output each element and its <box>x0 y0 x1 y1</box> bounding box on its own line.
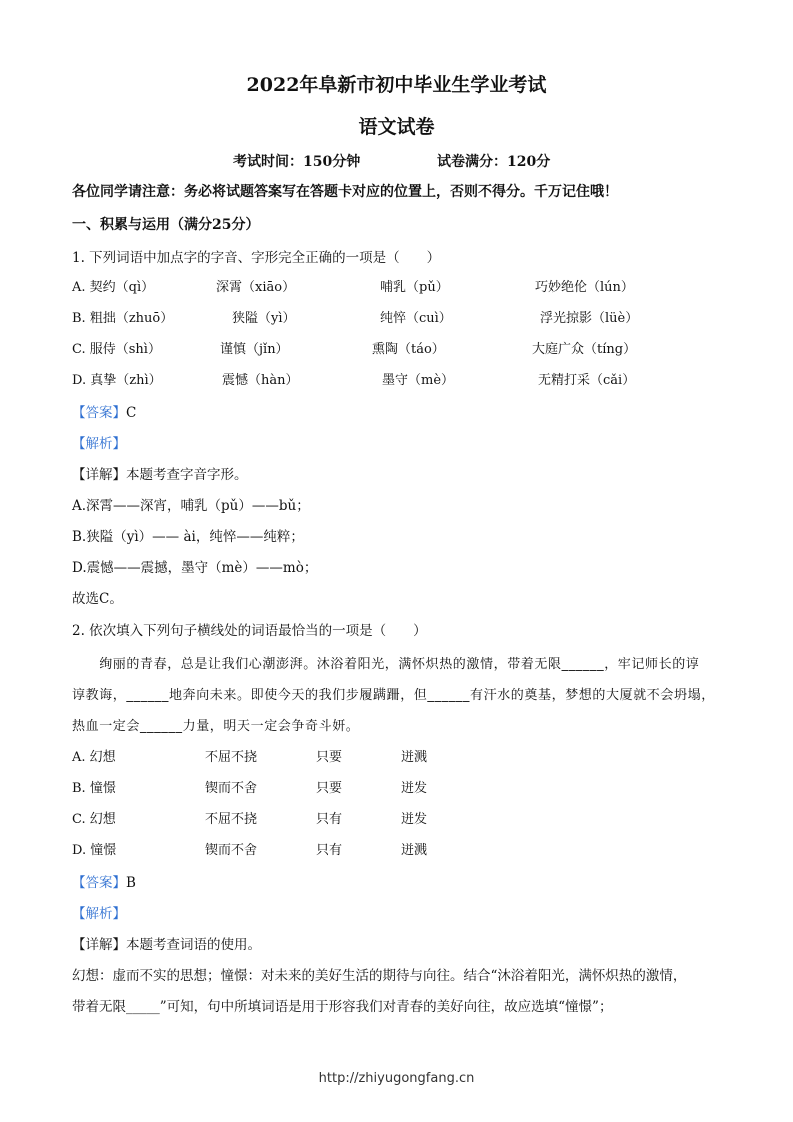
q2-option-c3: 只有 <box>316 812 343 827</box>
q2-detail: 【详解】本题考查词语的使用。 <box>72 937 261 953</box>
q2-answer <box>72 871 136 891</box>
q1-analysis-line: B.狭隘（yì）—— ài，纯悴——纯粹； <box>72 529 304 545</box>
q2-option-d2: 锲而不舍 <box>205 843 258 858</box>
q1-option-b3: 纯悴（cuì） <box>380 311 452 326</box>
q1-option-d4: 无精打采（cǎi） <box>538 373 636 388</box>
q2-passage-line: 热血一定会______力量，明天一定会争奇斗妍。 <box>72 719 360 734</box>
q2-analysis-tag: 【解析】 <box>72 906 126 922</box>
q1-option-c1: C. 服侍（shì） <box>72 342 161 357</box>
exam-time: 考试时间：150分钟 <box>233 154 361 170</box>
q1-analysis-line: D.震憾——震撼，墨守（mè）——mò； <box>72 560 318 576</box>
q2-analysis-line: 带着无限_____”可知，句中所填词语是用于形容我们对青春的美好向往，故应选填“憧憬”； <box>72 999 613 1015</box>
page-title: 2022年阜新市初中毕业生学业考试 <box>246 74 547 96</box>
q1-option-a2: 深霄（xiāo） <box>216 280 296 295</box>
q2-option-b3: 只要 <box>316 781 343 796</box>
q1-analysis-line: A.深霄——深宵，哺乳（pǔ）——bǔ； <box>72 498 310 514</box>
q2-option-b2: 锲而不舍 <box>205 781 258 796</box>
q2-option-a2: 不屈不挠 <box>205 750 258 765</box>
q2-option-d1: D. 憧憬 <box>72 843 117 858</box>
q1-option-c4: 大庭广众（tíng） <box>532 342 637 357</box>
q1-option-b2: 狭隘（yì） <box>232 311 296 326</box>
answer-value: C <box>126 405 137 421</box>
q1-stem: 1. 下列词语中加点字的字音、字形完全正确的一项是（ ） <box>72 250 441 266</box>
q1-option-d2: 震憾（hàn） <box>222 373 299 388</box>
q1-option-d1: D. 真挚（zhì） <box>72 373 162 388</box>
q1-option-a1: A. 契约（qì） <box>72 280 155 295</box>
q2-option-c1: C. 幻想 <box>72 812 116 827</box>
q1-option-a4: 巧妙绝伦（lún） <box>535 280 634 295</box>
q2-stem: 2. 依次填入下列句子横线处的词语最恰当的一项是（ ） <box>72 623 427 639</box>
q2-option-c4: 迸发 <box>401 812 428 827</box>
q1-answer <box>72 401 136 421</box>
exam-score: 试卷满分：120分 <box>437 154 551 170</box>
q2-option-b4: 迸发 <box>401 781 428 796</box>
q2-option-a4: 迸溅 <box>401 750 428 765</box>
q2-option-a3: 只要 <box>316 750 343 765</box>
q2-option-c2: 不屈不挠 <box>205 812 258 827</box>
q2-option-b1: B. 憧憬 <box>72 781 116 796</box>
answer-tag: 【答案】 <box>72 405 126 421</box>
q1-option-d3: 墨守（mè） <box>382 373 455 388</box>
q1-option-a3: 哺乳（pǔ） <box>380 280 449 295</box>
answer-value: B <box>126 875 136 891</box>
q2-passage-line: 谆教诲，______地奔向未来。即使今天的我们步履蹒跚，但______有汗水的奠基，梦想的大厦就不会坍塌， <box>72 688 715 703</box>
q1-option-c2: 谨慎（jǐn） <box>220 342 289 357</box>
q1-conclusion: 故选C。 <box>72 591 123 607</box>
q1-option-c3: 熏陶（táo） <box>372 342 445 357</box>
q1-option-b1: B. 粗拙（zhuō） <box>72 311 174 326</box>
section-heading: 一、积累与运用（满分25分） <box>72 217 260 233</box>
q2-analysis-line: 幻想：虚而不实的思想；憧憬：对未来的美好生活的期待与向往。结合“沐浴着阳光，满怀炽热的激情， <box>72 968 687 984</box>
page-subtitle: 语文试卷 <box>358 116 435 138</box>
q2-option-d3: 只有 <box>316 843 343 858</box>
answer-tag: 【答案】 <box>72 875 126 891</box>
q1-detail: 【详解】本题考查字音字形。 <box>72 467 248 483</box>
q2-option-a1: A. 幻想 <box>72 750 116 765</box>
q1-option-b4: 浮光掠影（lüè） <box>540 311 639 326</box>
q2-option-d4: 迸溅 <box>401 843 428 858</box>
footer-url: http://zhiyugongfang.cn <box>318 1071 475 1086</box>
q2-passage-line: 绚丽的青春，总是让我们心潮澎湃。沐浴着阳光，满怀炽热的激情，带着无限______，牢记师长的谆 <box>72 657 700 672</box>
q1-analysis-tag: 【解析】 <box>72 436 126 452</box>
notice: 各位同学请注意：务必将试题答案写在答题卡对应的位置上，否则不得分。千万记住哦！ <box>72 184 618 200</box>
